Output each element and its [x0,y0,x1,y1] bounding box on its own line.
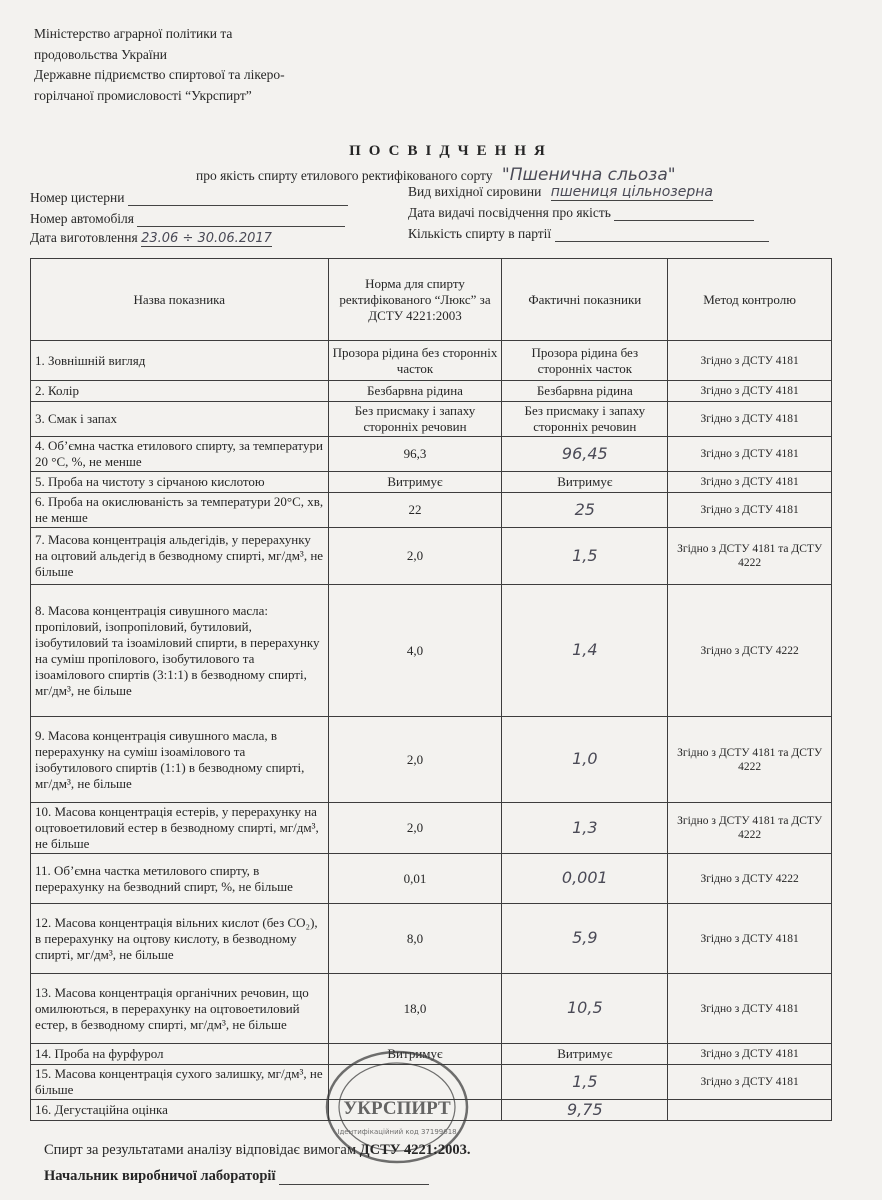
cell-norm [328,437,502,472]
raw-material-label: Вид вихідної сировини [408,184,542,199]
cell-method [668,1044,832,1065]
cell-indicator-name [31,528,329,585]
cell-actual [502,854,668,904]
cell-indicator-name [31,1100,329,1121]
cell-actual [502,1065,668,1100]
cell-norm [328,493,502,528]
header-method: Метод контролю [668,259,832,341]
cell-indicator-name [31,472,329,493]
cell-indicator-name-text: 1. Зовнішній вигляд [35,352,146,368]
quantity-line [555,227,769,242]
cell-norm-text: 96,3 [403,446,427,461]
cell-norm [328,854,502,904]
cell-indicator-name-text: 14. Проба на фурфурол [35,1046,164,1061]
cell-actual-text: 1,0 [572,749,598,768]
cell-actual [502,904,668,974]
cell-method-text: Згідно з ДСТУ 4181 та ДСТУ 4222 [677,815,823,841]
header-indicator-name: Назва показника [31,259,329,341]
cell-method [668,341,832,381]
cell-actual [502,341,668,381]
cell-method-text: Згідно з ДСТУ 4181 [700,1002,799,1015]
cell-indicator-name [31,974,329,1044]
table-row [31,717,832,803]
signature-line [44,1168,429,1185]
cell-norm-text: 22 [408,502,422,517]
car-number-label: Номер автомобіля [30,211,135,226]
cell-method [668,472,832,493]
cell-method-text: Згідно з ДСТУ 4181 [700,413,799,425]
cell-indicator-name [31,341,329,381]
cell-indicator-name [31,1065,329,1100]
cell-method [668,904,832,974]
cell-method-text: Згідно з ДСТУ 4222 [700,872,799,885]
table-row [31,341,832,381]
org-line-4: горілчаної промисловості “Укрспирт” [34,87,252,103]
conclusion-text: Спирт за результатами аналізу відповідає вимогам [44,1142,356,1158]
org-line-3: Державне підриємство спиртової та лікеро- [34,67,285,82]
table-row [31,854,832,904]
cell-norm-text: 2,0 [406,751,424,767]
cell-actual-text: 1,5 [572,545,598,565]
cell-actual [502,1044,668,1065]
tank-number-line [128,191,348,206]
cell-indicator-name-text: 15. Масова концентрація сухого залишку, мг/дм³, не більше [35,1066,323,1097]
cell-indicator-name-text: 6. Проба на окислюваність за температури 20°С, хв, не менше [35,494,324,525]
cell-actual [502,974,668,1044]
cell-norm-text: Витримує [387,474,443,489]
cell-method [668,803,832,854]
cell-norm [328,904,502,974]
cell-actual [502,803,668,854]
quantity-label: Кількість спирту в партії [408,226,552,241]
cell-method-text: Згідно з ДСТУ 4181 [700,504,799,516]
production-date-label: Дата виготовлення [30,230,138,245]
cell-actual [502,472,668,493]
cell-actual-text: 0,001 [561,868,608,887]
cell-indicator-name-text: 9. Масова концентрація сивушного масла, в перерахунку на суміш ізоамілового та ізобутилового спиртів (1:1) в безводному спирті, мг/дм³, не більше [35,727,305,791]
cell-method [668,437,832,472]
cell-indicator-name-text: 4. Об’ємна частка етилового спирту, за температури 20 °С, %, не менше [35,438,323,469]
cell-method [668,381,832,402]
tank-number-label: Номер цистерни [30,190,125,205]
cell-norm [328,381,502,402]
table-row [31,803,832,854]
cell-norm [328,528,502,585]
table-row [31,402,832,437]
cell-actual-text: 5,9 [572,928,598,947]
cell-method [668,1065,832,1100]
production-date-field [30,230,272,246]
cell-method [668,585,832,717]
table-body [31,341,832,1121]
cell-method [668,974,832,1044]
header-norm: Норма для спирту ректифікованого “Люкс” за ДСТУ 4221:2003 [328,259,502,341]
cell-actual-text: 10,5 [567,998,603,1017]
cell-method [668,717,832,803]
cell-actual [502,717,668,803]
cell-indicator-name-text: 11. Об’ємна частка метилового спирту, в перерахунку на безводний спирт, %, не більше [35,862,293,894]
quality-table [30,258,832,1121]
cell-method [668,528,832,585]
conclusion-standard: ДСТУ 4221:2003. [359,1142,471,1158]
cell-method [668,1100,832,1121]
cell-method-text: Згідно з ДСТУ 4181 [700,932,799,945]
cell-indicator-name [31,717,329,803]
cell-norm [328,974,502,1044]
cell-norm-text: Безбарвна рідина [367,383,463,398]
car-number-field [30,211,345,227]
header-actual: Фактичні показники [502,259,668,341]
document-title: ПОСВІДЧЕННЯ [349,143,553,159]
raw-material-value: пшениця цільнозерна [550,184,713,200]
quantity-field [408,226,769,242]
cell-actual [502,493,668,528]
table-row [31,904,832,974]
cell-norm-text: 8,0 [406,930,424,946]
cell-actual-text: Витримує [557,474,613,489]
production-date-value: 23.06 ÷ 30.06.2017 [141,231,272,246]
cell-indicator-name-text: 5. Проба на чистоту з сірчаною кислотою [35,474,265,489]
cell-method-text: Згідно з ДСТУ 4181 та ДСТУ 4222 [677,746,823,773]
cell-indicator-name [31,585,329,717]
stamp-text: УКРСПИРТ [343,1098,451,1119]
table-header-row [31,259,832,341]
cell-actual-text: Прозора рідина без сторонніх часток [531,344,639,376]
table-row [31,381,832,402]
cell-indicator-name [31,437,329,472]
stamp-subtext: Ідентифікаційний код 37199618 [337,1128,457,1136]
table-row [31,528,832,585]
cell-indicator-name-text: 2. Колір [35,383,79,398]
cell-actual [502,1100,668,1121]
cell-norm [328,341,502,381]
org-line-1: Міністерство аграрної політики та [34,26,233,41]
cell-norm-text: 2,0 [406,820,424,835]
cell-indicator-name-text: 12. Масова концентрація вільних кислот (без CO₂), в перерахунку на оцтову кислоту, в безводному спирті, мг/дм³, не більше [35,914,318,962]
cell-indicator-name-text: 13. Масова концентрація органічних речовин, що омилюються, в перерахунку на оцтовоетиловий естер, в безводному спирті, мг/дм³, не більше [35,984,309,1032]
cell-actual [502,402,668,437]
cell-norm [328,717,502,803]
cell-method-text: Згідно з ДСТУ 4181 [700,1076,799,1088]
cell-indicator-name-text: 16. Дегустаційна оцінка [35,1102,168,1117]
cell-norm-text: 2,0 [406,548,424,563]
cell-method-text: Згідно з ДСТУ 4222 [700,644,799,657]
cell-norm [328,803,502,854]
document-subtitle [196,165,676,185]
cell-actual-text: 9,75 [567,1099,603,1119]
cell-norm-text: Прозора рідина без сторонніх часток [332,344,498,376]
cell-indicator-name [31,381,329,402]
cell-actual-text: 96,45 [561,443,608,463]
raw-material-field [408,184,713,200]
cell-indicator-name [31,1044,329,1065]
signature-label: Начальник виробничої лабораторії [44,1168,276,1184]
organization-header [34,24,285,106]
cell-norm-text: Без присмаку і запаху сторонніх речовин [354,403,476,434]
cell-method [668,493,832,528]
cell-indicator-name-text: 8. Масова концентрація сивушного масла: пропіловий, ізопропіловий, бутиловий, ізобутиловий та ізоаміловий спирти, в перерахунку на суміш пропілового, ізобутилового та ізоамілового спиртів (3:1:1) в безводному спирті, мг/дм³, не більше [35,602,320,698]
cell-indicator-name [31,854,329,904]
cell-norm-text: 0,01 [403,870,427,886]
grade-handwritten: "Пшенична сльоза" [501,165,676,185]
subtitle-text: про якість спирту етилового ректифікованого сорту [196,168,493,183]
cell-norm-text: 4,0 [406,642,424,658]
cell-actual [502,381,668,402]
cell-indicator-name [31,493,329,528]
issue-date-label: Дата видачі посвідчення про якість [408,205,611,220]
table-row [31,974,832,1044]
cell-norm-text: Витримує [387,1046,443,1061]
issue-date-line [614,206,754,221]
cell-method [668,402,832,437]
table-row [31,472,832,493]
signature-blank [279,1170,429,1185]
cell-actual-text: Безбарвна рідина [536,383,633,398]
cell-actual-text: 1,5 [572,1071,598,1091]
cell-method-text: Згідно з ДСТУ 4181 [700,476,799,488]
cell-actual [502,528,668,585]
cell-indicator-name-text: 7. Масова концентрація альдегідів, у перерахунку на оцтовий альдегід в безводному спирті, мг/дм³, не більше [35,532,324,579]
cell-norm-text: 18,0 [403,1000,427,1016]
car-number-line [137,212,345,227]
cell-actual [502,585,668,717]
cell-method-text: Згідно з ДСТУ 4181 [700,354,799,367]
table-row [31,493,832,528]
cell-method-text: Згідно з ДСТУ 4181 [700,448,799,460]
conclusion [44,1142,470,1159]
cell-actual-text: 25 [574,499,595,519]
cell-actual [502,437,668,472]
cell-actual-text: Без присмаку і запаху сторонніх речовин [524,403,646,434]
cell-indicator-name-text: 3. Смак і запах [35,411,117,426]
cell-norm [328,472,502,493]
table-row [31,585,832,717]
cell-method-text: Згідно з ДСТУ 4181 та ДСТУ 4222 [677,543,823,569]
cell-indicator-name [31,402,329,437]
cell-indicator-name [31,904,329,974]
cell-actual-text: 1,3 [572,817,598,837]
tank-number-field [30,190,348,206]
cell-method-text: Згідно з ДСТУ 4181 [700,385,799,397]
org-line-2: продовольства України [34,46,168,62]
cell-indicator-name [31,803,329,854]
cell-actual-text: 1,4 [572,640,598,659]
cell-actual-text: Витримує [557,1046,613,1061]
cell-method-text: Згідно з ДСТУ 4181 [700,1048,799,1060]
cell-indicator-name-text: 10. Масова концентрація естерів, у перерахунку на оцтовоетиловий естер в безводному спирті, мг/дм³, не більше [35,804,319,851]
cell-norm [328,402,502,437]
issue-date-field [408,205,754,221]
table-row [31,437,832,472]
cell-method [668,854,832,904]
cell-norm [328,585,502,717]
